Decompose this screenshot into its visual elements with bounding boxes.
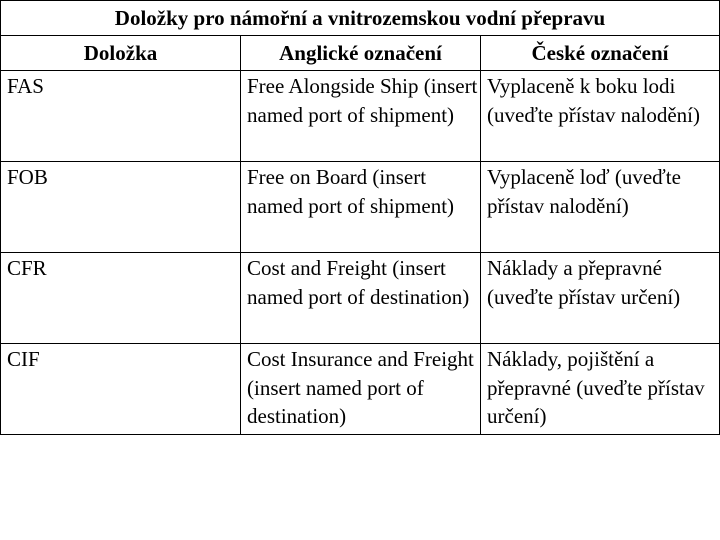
header-ceske-oznaceni: České označení	[481, 36, 720, 71]
row-english-cell	[241, 253, 481, 344]
row-english: Free Alongside Ship (insert named port of shipment)	[247, 74, 478, 127]
row-english-cell	[241, 71, 481, 162]
row-czech: Náklady, pojištění a přepravné (uveďte přístav určení)	[487, 347, 705, 428]
table-row	[1, 162, 720, 253]
row-czech: Vyplaceně loď (uveďte přístav nalodění)	[487, 165, 681, 218]
header-dolozka: Doložka	[1, 36, 241, 71]
row-code-cell	[1, 71, 241, 162]
row-code: CIF	[7, 347, 40, 371]
row-english: Cost and Freight (insert named port of destination)	[247, 256, 470, 309]
row-code: CFR	[7, 256, 47, 280]
table-title-cell	[1, 1, 720, 36]
row-czech-cell	[481, 253, 720, 344]
row-english-cell	[241, 344, 481, 435]
table-row	[1, 71, 720, 162]
row-czech-cell	[481, 162, 720, 253]
table-header-row	[1, 36, 720, 71]
row-english: Cost Insurance and Freight (insert named port of destination)	[247, 347, 474, 428]
row-english-cell	[241, 162, 481, 253]
row-code-cell	[1, 253, 241, 344]
header-anglicke-oznaceni: Anglické označení	[241, 36, 481, 71]
row-czech-cell	[481, 344, 720, 435]
row-code: FAS	[7, 74, 44, 98]
row-czech-cell	[481, 71, 720, 162]
row-code-cell	[1, 162, 241, 253]
row-czech: Vyplaceně k boku lodi (uveďte přístav nalodění)	[487, 74, 701, 127]
row-english: Free on Board (insert named port of shipment)	[247, 165, 455, 218]
row-code-cell	[1, 344, 241, 435]
row-czech: Náklady a přepravné (uveďte přístav určení)	[487, 256, 681, 309]
table-title: Doložky pro námořní a vnitrozemskou vodní přepravu	[114, 6, 606, 30]
table-title-row	[1, 1, 720, 36]
row-code: FOB	[7, 165, 48, 189]
table-row	[1, 253, 720, 344]
table-row	[1, 344, 720, 435]
